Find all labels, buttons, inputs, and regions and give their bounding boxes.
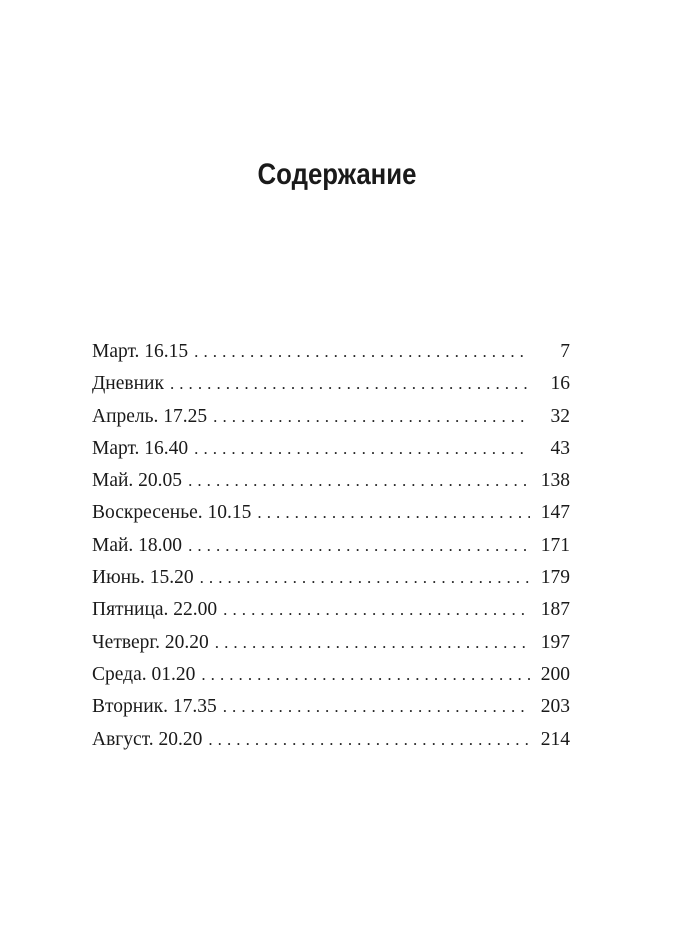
page-title: Содержание [257,158,417,191]
toc-entry [92,433,570,465]
toc-entry-title: Четверг. 20.20 [92,631,209,653]
dot-leader [208,724,530,756]
toc-entry-page-number: 197 [540,631,570,653]
toc-entry-page-number: 7 [560,341,570,362]
dot-leader [213,401,530,433]
toc-entry-page-number: 147 [540,502,570,524]
toc-entry-title: Июнь. 15.20 [92,567,194,589]
toc-entry [92,530,570,562]
dot-leader [188,465,530,497]
toc-entry [92,562,570,594]
toc-entry-title: Среда. 01.20 [92,663,196,685]
dot-leader [215,627,530,659]
dot-leader [200,562,530,594]
toc-entry-title: Март. 16.40 [92,437,189,459]
dot-leader [257,497,530,529]
toc-entry-title: Пятница. 22.00 [92,599,218,621]
dot-leader [223,691,530,723]
toc-entry-title: Воскресенье. 10.15 [92,502,252,524]
dot-leader [223,594,530,626]
toc-entry-title: Апрель. 17.25 [92,405,208,427]
toc-entry-page-number: 187 [540,599,570,621]
toc-entry-title: Май. 18.00 [92,534,183,556]
toc-entry-page-number: 214 [540,728,570,750]
toc-entry-page-number: 32 [550,405,570,427]
toc-entry-title: Вторник. 17.35 [92,696,217,718]
toc-entry-title: Май. 20.05 [92,470,183,492]
toc-entry-title: Дневник [92,373,164,395]
toc-entry-page-number: 203 [540,696,570,718]
table-of-contents [92,336,570,756]
toc-entry-page-number: 138 [540,470,570,492]
dot-leader [188,530,530,562]
dot-leader [201,659,530,691]
toc-entry [92,368,570,400]
dot-leader [194,433,530,465]
toc-entry [92,724,570,756]
toc-entry-title: Август. 20.20 [92,728,203,750]
dot-leader [194,336,530,368]
toc-entry [92,465,570,497]
toc-entry-title: Март. 16.15 [92,341,189,362]
toc-entry [92,336,570,368]
toc-entry [92,497,570,529]
toc-entry-page-number: 43 [550,437,570,459]
toc-entry [92,594,570,626]
dot-leader [170,368,530,400]
toc-entry-page-number: 179 [540,567,570,589]
toc-entry [92,659,570,691]
toc-entry-page-number: 200 [540,663,570,685]
toc-entry [92,691,570,723]
toc-entry-page-number: 16 [550,373,570,395]
toc-entry [92,401,570,433]
toc-entry-page-number: 171 [540,534,570,556]
toc-entry [92,627,570,659]
